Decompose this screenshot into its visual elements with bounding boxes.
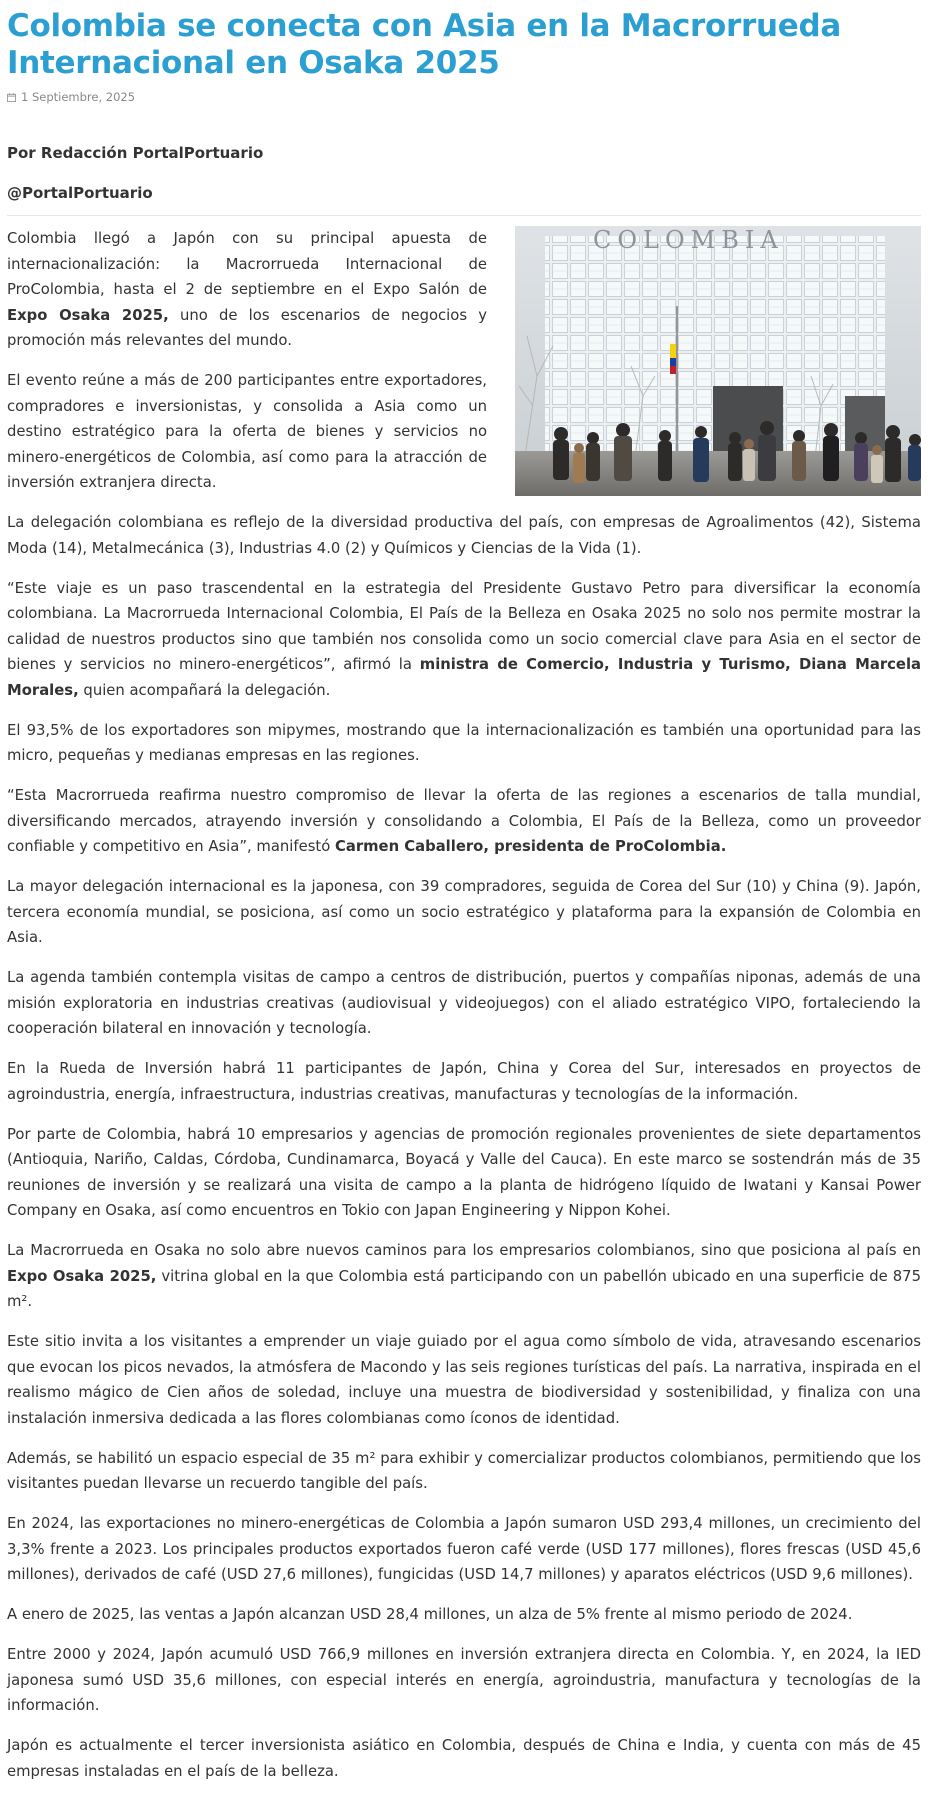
article-title: Colombia se conecta con Asia en la Macrorrueda Internacional en Osaka 2025 — [7, 8, 841, 81]
calendar-icon — [7, 93, 16, 102]
header-divider — [7, 215, 921, 216]
paragraph-2: El evento reúne a más de 200 participantes entre exportadores, compradores e inversionistas, y consolida a Asia como un destino estratégico para la oferta de bienes y servicios no minero-energéticos de Colombia, así como para la atracción de inversión extranjera directa. — [7, 372, 487, 491]
paragraph-14: En 2024, las exportaciones no minero-energéticas de Colombia a Japón sumaron USD 293,4 millones, un crecimiento del 3,3% frente a 2023. Los principales productos exportados fueron café verde (USD 177 millones), flores frescas (USD 45,6 millones), derivados de café (USD 27,6 millones), fungicidas (USD 14,7 millones) y aparatos eléctricos (USD 9,6 millones). — [7, 1515, 921, 1583]
author-byline: Por Redacción PortalPortuario — [7, 144, 264, 162]
paragraph-9: En la Rueda de Inversión habrá 11 participantes de Japón, China y Corea del Sur, interesados en proyectos de agroindustria, energía, infraestructura, industrias creativas, manufacturas y tecnologías de la información. — [7, 1060, 921, 1103]
paragraph-16: Entre 2000 y 2024, Japón acumuló USD 766,9 millones en inversión extranjera directa en Colombia. Y, en 2024, la IED japonesa sumó USD 35,6 millones, con especial interés en energía, agroindustria, manufactura y tecnologías de la información. — [7, 1646, 921, 1714]
paragraph-11: La Macrorrueda en Osaka no solo abre nuevos caminos para los empresarios colombianos, sino que posiciona al país en Expo Osaka 2025, vitrina global en la que Colombia está participando con un pabellón ubicado en una superficie de 875 m². — [7, 1242, 922, 1310]
article-body — [7, 226, 921, 1784]
colombia-pavilion-photo — [515, 226, 921, 496]
paragraph-10: Por parte de Colombia, habrá 10 empresarios y agencias de promoción regionales provenientes de siete departamentos (Antioquia, Nariño, Caldas, Córdoba, Cundinamarca, Boyacá y Valle del Cauca). En este marco se sostendrán más de 35 reuniones de inversión y se realizará una visita de campo a la planta de hidrógeno líquido de Iwatani y Kansai Power Company en Osaka, así como encuentros en Tokio con Japan Engineering y Nippon Kohei. — [7, 1125, 921, 1219]
pavilion-sign-text: COLOMBIA — [593, 226, 784, 254]
paragraph-8: La agenda también contempla visitas de campo a centros de distribución, puertos y compañías niponas, además de una misión exploratoria en industrias creativas (audiovisual y videojuegos) con el aliado estratégico VIPO, fortaleciendo la cooperación bilateral en innovación y tecnología. — [7, 969, 921, 1037]
article-page — [0, 8, 928, 1784]
date-text: 1 Septiembre, 2025 — [21, 90, 136, 104]
article-date — [7, 90, 921, 104]
paragraph-5: El 93,5% de los exportadores son mipymes, mostrando que la internacionalización es también una oportunidad para las micro, pequeñas y medianas empresas en las regiones. — [7, 721, 921, 764]
paragraph-13: Además, se habilitó un espacio especial de 35 m² para exhibir y comercializar productos colombianos, permitiendo que los visitantes puedan llevarse un recuerdo tangible del país. — [7, 1449, 921, 1492]
paragraph-4: “Este viaje es un paso trascendental en la estrategia del Presidente Gustavo Petro para diversificar la economía colombiana. La Macrorrueda Internacional Colombia, El País de la Belleza en Osaka 2025 no solo nos permite mostrar la calidad de nuestros productos sino que también nos consolida como un socio comercial clave para Asia en el sector de bienes y servicios no minero-energéticos”, afirmó la ministra de Comercio, Industria y Turismo, Diana Marcela Morales, quien acompañará la delegación. — [7, 579, 922, 699]
paragraph-1: Colombia llegó a Japón con su principal apuesta de internacionalización: la Macrorrueda Internacional de ProColombia, hasta el 2 de septiembre en el Expo Salón de Expo Osaka 2025, uno de los escenarios de negocios y promoción más relevantes del mundo. — [7, 230, 488, 349]
paragraph-12: Este sitio invita a los visitantes a emprender un viaje guiado por el agua como símbolo de vida, atravesando escenarios que evocan los picos nevados, la atmósfera de Macondo y las seis regiones turísticas del país. La narrativa, inspirada en el realismo mágico de Cien años de soledad, incluye una muestra de biodiversidad y sostenibilidad, y finaliza con una instalación inmersiva dedicada a las flores colombianas como íconos de identidad. — [7, 1333, 921, 1427]
paragraph-7: La mayor delegación internacional es la japonesa, con 39 compradores, seguida de Corea del Sur (10) y China (9). Japón, tercera economía mundial, se posiciona, así como un socio estratégico y plataforma para la expansión de Colombia en Asia. — [7, 878, 921, 946]
paragraph-6: “Esta Macrorrueda reafirma nuestro compromiso de llevar la oferta de las regiones a escenarios de talla mundial, diversificando mercados, atrayendo inversión y consolidando a Colombia, El País de la Belleza, como un proveedor confiable y competitivo en Asia”, manifestó Carmen Caballero, presidenta de ProColombia. — [7, 787, 921, 855]
paragraph-15: A enero de 2025, las ventas a Japón alcanzan USD 28,4 millones, un alza de 5% frente al mismo periodo de 2024. — [7, 1606, 853, 1623]
author-handle: @PortalPortuario — [7, 184, 153, 202]
paragraph-3: La delegación colombiana es reflejo de la diversidad productiva del país, con empresas de Agroalimentos (42), Sistema Moda (14), Metalmecánica (3), Industrias 4.0 (2) y Químicos y Ciencias de la Vida (1). — [7, 514, 921, 557]
paragraph-17: Japón es actualmente el tercer inversionista asiático en Colombia, después de China e India, y cuenta con más de 45 empresas instaladas en el país de la belleza. — [7, 1737, 921, 1780]
